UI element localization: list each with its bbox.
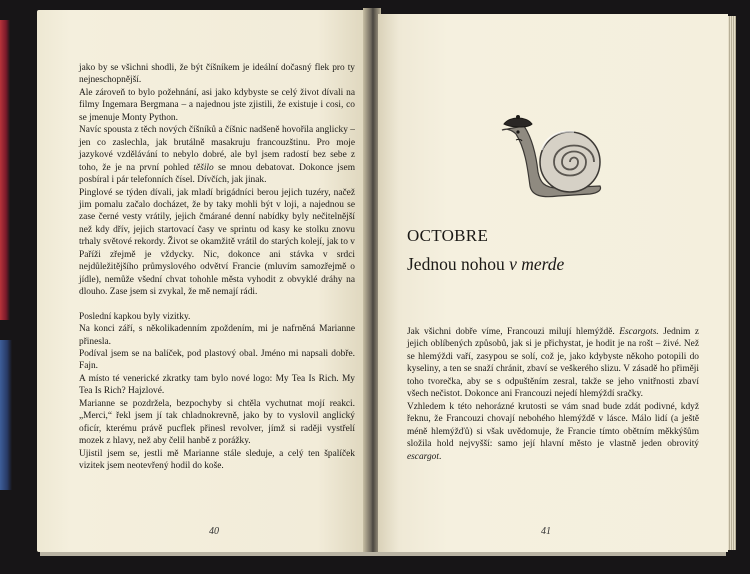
paragraph: Podíval jsem se na balíček, pod plastový obal. Jméno mi napsali dobře. Fajn. [79, 348, 355, 372]
left-page [37, 10, 367, 552]
book-bottom-edge [40, 552, 726, 556]
paragraph: Na konci září, s několikadenním zpoždením, mi je nafrněná Marianne přinesla. [79, 324, 355, 347]
right-page [378, 14, 728, 552]
paragraph [407, 326, 699, 401]
paragraph-text: Jednim z jejich oblíbených způsobů, jak si je přichystat, je hodit je na rošt – živé. Než se hlemýždi vaří, zasypou se solí, což je, jako kdybyste někoho potopili do kyseliny, a ten se snaží chránit, zbaví se veškerého slizu. V zásadě ho přiměji toho tvorečka, aby se s odpuštěním zesral, takže se jeho vnitřnosti zbaví všech nečistot. Dokonce ani Francouzi nejedí hlemýždí sračky. [407, 327, 700, 400]
paragraph: jako by se všichni shodli, že být číšníkem je ideální dočasný flek pro ty nejneschopnější. [79, 63, 355, 86]
page-stack-edge [728, 16, 736, 550]
background-blue-edge [0, 340, 12, 490]
paragraph-italic: těšilo [193, 162, 214, 173]
page-number: 40 [209, 526, 219, 537]
paragraph: Pinglové se týden dívali, jak mladí brigádníci berou jejich tuzéry, načež jim pomalu začalo docházet, že by taky mohli být v loji, a najednou se zase černé vesty vrátily, jejich čmárané denní nabídky byly nečitelnější než kdy dřív, jejich startovací časy ve sprintu od kasy ke stolku znovu trhaly světové rekordy. Život se okamžitě vrátil do starých kolejí, jak to v Paříži zřejmě je vždycky. Nic, dokonce ani stávka v srdci nejdůležitějšího průmyslového odvětví Francie (mluvím samozřejmě o jídle), nemůže všední chvat tohohle města vyhodit z obvyklé dráhy na dlouho. Zase jsem si zvykal, že mě nemají rádi. [79, 187, 355, 298]
paragraph-italic: Escargots. [619, 327, 659, 337]
paragraph: Ujistil jsem se, jestli mě Marianne stále sleduje, a celý ten špalíček vizitek jsem neotevřený hodil do koše. [79, 448, 355, 472]
paragraph-text: se mnou debatovat. Dokonce jsem posbíral i pár telefonních čísel. Dívčích, jak jinak. [79, 162, 356, 186]
paragraph: Poslední kapkou byly vizitky. [79, 311, 191, 322]
background-red-edge [0, 20, 10, 320]
chapter-title: OCTOBRE [407, 226, 489, 245]
right-page-text [407, 326, 699, 463]
paragraph [79, 124, 355, 186]
paragraph: Ale zároveň to bylo požehnání, asi jako kdybyste se celý život dívali na filmy Ingemara Bergmana – a najednou jste zjistili, že existuje i cosi, co se jmenuje Monty Python. [79, 87, 355, 123]
page-number: 41 [541, 526, 551, 537]
snail-with-beret-icon [498, 110, 610, 206]
paragraph-text: Jak všichni dobře víme, Francouzi milují hlemýždě. [407, 327, 615, 337]
section-gap [79, 299, 355, 311]
paragraph-text: . [438, 451, 442, 462]
paragraph-text: Vzhledem k této nehorázné krutosti se vám snad bude zdát podivné, když řeknu, že Francouzi chovají nebohého hlemýždě v lásce. Málo lidí (a ještě méně hlemýžďů) si však uvědomuje, že Francie tímto obětním měkkýšům složila hold nejvyšší: samo její hlavní město je vlastně jeden obrovitý [407, 401, 699, 450]
chapter-subtitle-text: Jednou nohou [407, 254, 510, 274]
paragraph: A místo té venerické zkratky tam bylo nové logo: My Tea Is Rich. My Tea Is Rich? Hajzlové. [79, 373, 355, 397]
paragraph [407, 401, 699, 463]
chapter-subtitle [407, 254, 565, 274]
left-page-text [79, 62, 355, 473]
paragraph-text: Navíc spousta z těch nových číšníků a číšnic nadšeně hovořila anglicky – jen co zaslechla, jak brutálně masakruju francouzštinu. Pro moje jazykové vzdělávání to nebylo dobré, ale byl jsem radostí bez sebe z toho, že je na první pohled [79, 125, 355, 173]
paragraph-italic: escargot [407, 451, 439, 462]
chapter-subtitle-italic: v merde [509, 254, 565, 274]
paragraph: Marianne se pozdržela, bezpochyby si chtěla vychutnat mojí reakci. „Merci,“ řekl jsem jí tak chladnokrevně, jako by to vyslovil anglický oficír, kterému právě pucflek přinesl revolver, jímž si raději vystřelí mozek z hlavy, než aby čelil hanbě z porážky. [79, 398, 355, 447]
